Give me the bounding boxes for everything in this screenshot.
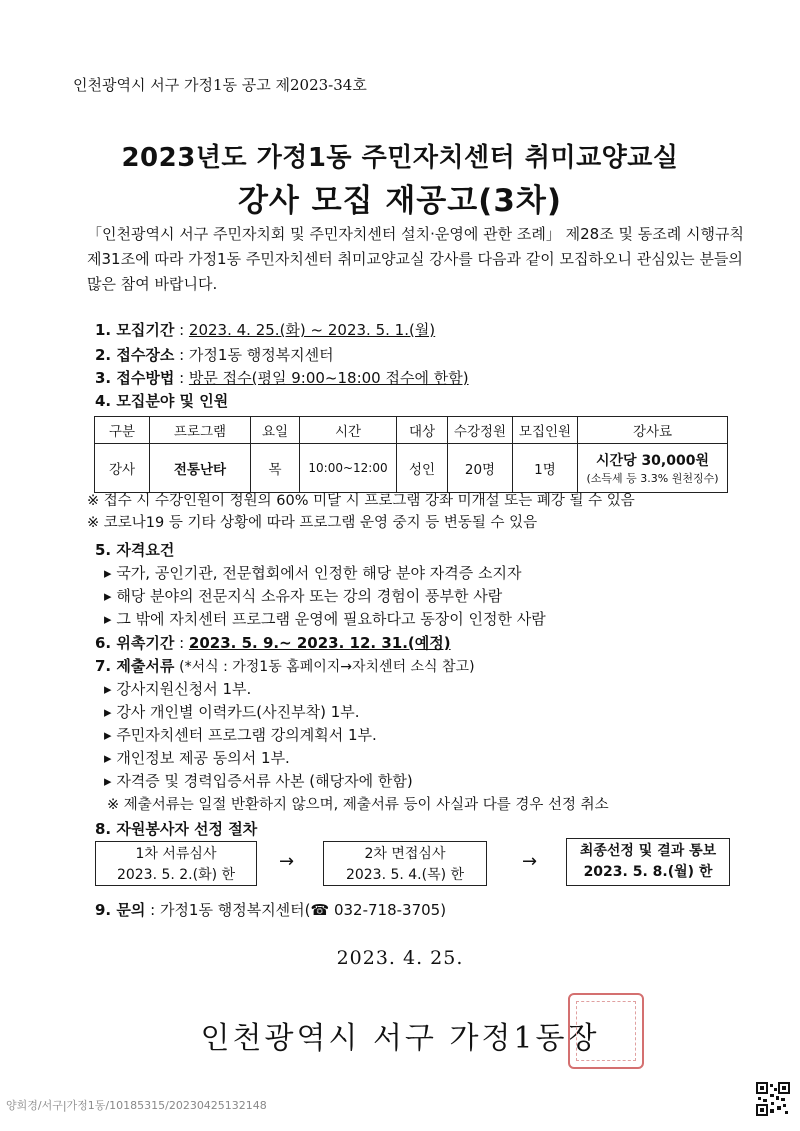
list-item — [104, 747, 290, 768]
step-title: 2차 면접심사 — [364, 846, 446, 862]
table-header: 구분 — [95, 417, 150, 444]
step-date: 2023. 5. 4.(목) 한 — [345, 867, 465, 883]
title-line-2: 강사 모집 재공고(3차) — [237, 183, 563, 219]
item-value: 방문 접수(평일 9:00~18:00 접수에 한함) — [188, 369, 469, 387]
bullet-icon: ▸ — [104, 772, 117, 790]
item-place: 2. 접수장소 : 가정1동 행정복지센터 — [95, 346, 334, 364]
step-date: 2023. 5. 8.(월) 한 — [583, 864, 713, 880]
item-label: 3. 접수방법 — [95, 369, 175, 387]
item-selection-label: 8. 자원봉사자 선정 절차 — [95, 820, 258, 838]
item-label: 7. 제출서류 — [95, 657, 175, 675]
step-title: 최종선정 및 결과 통보 — [579, 843, 717, 859]
table-cell: 20명 — [448, 444, 513, 493]
table-header: 요일 — [251, 417, 300, 444]
item-value: 2023. 4. 25.(화) ~ 2023. 5. 1.(월) — [188, 321, 436, 339]
item-documents — [95, 655, 475, 676]
table-cell: 강사 — [95, 444, 150, 493]
item-note: (*서식 : 가정1동 홈페이지→자치센터 소식 참고) — [179, 659, 475, 675]
list-item — [104, 724, 377, 745]
list-item — [104, 585, 502, 606]
step-box-3 — [566, 838, 730, 886]
item-label: 1. 모집기간 — [95, 321, 175, 339]
item-method: 3. 접수방법 : 방문 접수(평일 9:00~18:00 접수에 한함) — [95, 369, 469, 387]
item-label: 2. 접수장소 — [95, 346, 175, 364]
item-value: 2023. 5. 9.~ 2023. 12. 31.(예정) — [188, 634, 451, 652]
qr-code-icon — [756, 1082, 790, 1116]
table-cell: 1명 — [513, 444, 578, 493]
table-header: 대상 — [397, 417, 448, 444]
fee-cell — [578, 444, 728, 493]
table-header: 프로그램 — [150, 417, 251, 444]
bullet-icon: ▸ — [104, 587, 117, 605]
official-seal-icon — [568, 993, 644, 1069]
item-value: 가정1동 행정복지센터 — [188, 346, 334, 364]
step-title: 1차 서류심사 — [135, 846, 217, 862]
arrow-icon: → — [522, 851, 538, 872]
list-item-text: 강사 개인별 이력카드(사진부착) 1부. — [116, 703, 360, 721]
program-table — [94, 416, 728, 493]
table-cell: 성인 — [397, 444, 448, 493]
table-header-row — [95, 417, 728, 444]
table-cell: 전통난타 — [150, 444, 251, 493]
bullet-icon: ▸ — [104, 726, 117, 744]
bullet-icon: ▸ — [104, 564, 117, 582]
intro-paragraph: 「인천광역시 서구 주민자치회 및 주민자치센터 설치·운영에 관한 조례」 제28조 및 동조례 시행규칙 제31조에 따라 가정1동 주민자치센터 취미교양교실 강사를 다음과 같이 모집하오니 관심있는 분들의 많은 참여 바랍니다. — [87, 225, 744, 293]
table-header: 수강정원 — [448, 417, 513, 444]
list-item-text: 그 밖에 자치센터 프로그램 운영에 필요하다고 동장이 인정한 사람 — [116, 610, 546, 628]
signature: 인천광역시 서구 가정1동장 — [200, 1021, 600, 1056]
table-header: 시간 — [300, 417, 397, 444]
list-item — [104, 770, 413, 791]
item-contact: 9. 문의 : 가정1동 행정복지센터(☎ 032-718-3705) — [95, 901, 447, 919]
notice-date: 2023. 4. 25. — [336, 947, 464, 969]
item-term: 6. 위촉기간 : 2023. 5. 9.~ 2023. 12. 31.(예정) — [95, 634, 451, 652]
bullet-icon: ▸ — [104, 680, 117, 698]
item-value: 가정1동 행정복지센터(☎ 032-718-3705) — [159, 901, 447, 919]
fee-sub: (소득세 등 3.3% 원천징수) — [586, 472, 719, 485]
step-box-2 — [323, 841, 487, 886]
list-item-text: 해당 분야의 전문지식 소유자 또는 강의 경험이 풍부한 사람 — [116, 587, 503, 605]
item-label: 9. 문의 — [95, 901, 146, 919]
table-cell: 목 — [251, 444, 300, 493]
bullet-icon: ▸ — [104, 703, 117, 721]
arrow-icon: → — [279, 851, 295, 872]
list-item — [104, 678, 251, 699]
item-qualifications-label: 5. 자격요건 — [95, 541, 175, 559]
footer-meta: 양희경/서구|가정1동/10185315/20230425132148 — [6, 1099, 267, 1112]
item-label: 6. 위촉기간 — [95, 634, 175, 652]
list-item — [104, 701, 360, 722]
list-item — [104, 608, 546, 629]
item-field-label: 4. 모집분야 및 인원 — [95, 392, 229, 410]
table-cell: 10:00~12:00 — [300, 444, 397, 493]
fee-main: 시간당 30,000원 — [596, 453, 709, 469]
table-row — [95, 444, 728, 493]
note-1: ※ 접수 시 수강인원이 정원의 60% 미달 시 프로그램 강좌 미개설 또는 폐강 될 수 있음 — [87, 493, 635, 509]
list-item-text: 주민자치센터 프로그램 강의계획서 1부. — [116, 726, 377, 744]
bullet-icon: ▸ — [104, 749, 117, 767]
list-item-text: 개인정보 제공 동의서 1부. — [116, 749, 290, 767]
table-header: 모집인원 — [513, 417, 578, 444]
list-item-text: 자격증 및 경력입증서류 사본 (해당자에 한함) — [116, 772, 413, 790]
list-item — [104, 562, 521, 583]
step-box-1 — [95, 841, 257, 886]
list-item-text: 강사지원신청서 1부. — [116, 680, 252, 698]
list-item-text: 국가, 공인기관, 전문협회에서 인정한 해당 분야 자격증 소지자 — [116, 564, 522, 582]
note-2: ※ 코로나19 등 기타 상황에 따라 프로그램 운영 중지 등 변동될 수 있음 — [87, 515, 538, 531]
step-date: 2023. 5. 2.(화) 한 — [116, 867, 236, 883]
table-header: 강사료 — [578, 417, 728, 444]
item-recruit-period: 1. 모집기간 : 2023. 4. 25.(화) ~ 2023. 5. 1.(월) — [95, 321, 436, 339]
notice-number: 인천광역시 서구 가정1동 공고 제2023-34호 — [73, 76, 367, 94]
title-line-1: 2023년도 가정1동 주민자치센터 취미교양교실 — [121, 143, 679, 173]
bullet-icon: ▸ — [104, 610, 117, 628]
documents-remark: ※ 제출서류는 일절 반환하지 않으며, 제출서류 등이 사실과 다를 경우 선정 취소 — [107, 797, 609, 813]
